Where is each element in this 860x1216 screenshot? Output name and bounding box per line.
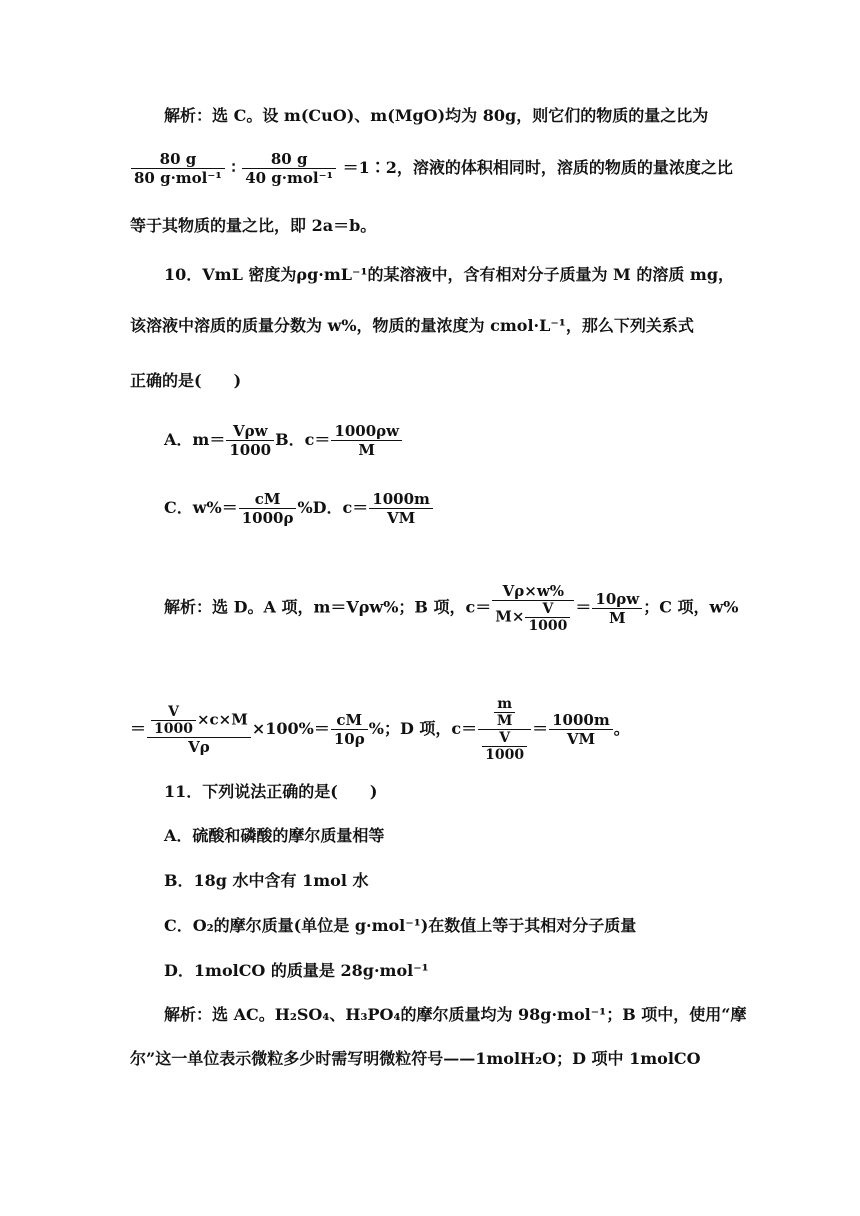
- solution9-line2: $\frac{80 g}{\text{80 g·mol⁻¹}}$ ∶ $\frac{80 g}{\text{40 g·mol⁻¹}}$ ＝1∶2，溶液的体积相同时，溶质的物质的量浓度之比: [130, 150, 733, 187]
- fraction: $\frac{1000m}{VM}$: [549, 711, 613, 748]
- question10-options-ab: A．m＝ $\frac{\text{Vρw}}{1000}$ B．c＝ $\frac{1000\rho w}{M}$: [164, 422, 403, 459]
- solution11-line2: 尔”这一单位表示微粒多少时需写明微粒符号——1molH₂O；D 项中 1molCO: [130, 1049, 701, 1068]
- solution9-line3: 等于其物质的量之比，即 2a＝b。: [130, 216, 377, 235]
- question10-options-cd: C．w%＝ $\frac{cM}{1000\rho}$ %D．c＝ $\frac{1000m}{VM}$: [164, 490, 434, 527]
- question10-line3: 正确的是( ): [130, 371, 242, 390]
- fraction: $\frac{V}{1000}$ ×c×M Vρ: [147, 704, 251, 756]
- fraction: $\frac{V}{1000}$: [525, 601, 570, 634]
- fraction: $\frac{V}{1000}$: [151, 704, 196, 737]
- question10-line1: 10．VmL 密度为ρg·mL⁻¹的某溶液中，含有相对分子质量为 M 的溶质 mg，: [164, 265, 735, 284]
- fraction: [478, 696, 531, 763]
- fraction: $\frac{\text{Vρw}}{1000}$: [226, 422, 274, 459]
- fraction: $\frac{10\rho w}{M}$: [592, 590, 642, 627]
- question10-line2: 该溶液中溶质的质量分数为 w%，物质的量浓度为 cmol·L⁻¹，那么下列关系式: [130, 316, 694, 335]
- fraction: $\frac{80 g}{\text{80 g·mol⁻¹}}$: [131, 150, 225, 187]
- fraction: $\frac{V}{1000}$: [482, 730, 527, 763]
- question11-option-a: A．硫酸和磷酸的摩尔质量相等: [164, 826, 385, 845]
- solution-label: 解析：: [164, 1005, 213, 1024]
- solution-label: 解析：: [164, 106, 213, 125]
- fraction: $\frac{cM}{1000\rho}$: [239, 490, 297, 527]
- question11-option-c: C．O₂的摩尔质量(单位是 g·mol⁻¹)在数值上等于其相对分子质量: [164, 916, 637, 935]
- solution10-line2: ＝ $\frac{V}{1000}$ ×c×M Vρ ×100%＝ $\frac{cM}{10\rho}$ %；D 项，c＝ $\frac{\frac{m}{M}}{\frac{V}{1000}}$ ＝ $\frac{1000m}{VM}$ 。: [130, 696, 630, 763]
- solution11-line1: 解析：选 AC。H₂SO₄、H₃PO₄的摩尔质量均为 98g·mol⁻¹；B 项中，使用“摩: [164, 1005, 747, 1024]
- solution10-line1: 解析：选 D。A 项，m＝Vρw%；B 项，c＝ Vρ×w% M× $\frac{V}{1000}$ ＝ $\frac{10\rho w}{M}$ ；C 项，w%: [164, 582, 739, 634]
- solution-label: 解析：: [164, 597, 213, 617]
- fraction: $\frac{cM}{10\rho}$: [331, 711, 368, 748]
- fraction: $\frac{1000\rho w}{M}$: [331, 422, 402, 459]
- fraction: $\frac{1000m}{VM}$: [369, 490, 433, 527]
- question11-stem: 11．下列说法正确的是( ): [164, 782, 378, 801]
- fraction: $\frac{80 g}{\text{40 g·mol⁻¹}}$: [242, 150, 336, 187]
- fraction: $\frac{m}{M}$: [494, 696, 516, 729]
- solution9-line1: 解析：选 C。设 m(CuO)、m(MgO)均为 80g，则它们的物质的量之比为: [164, 106, 709, 125]
- fraction: Vρ×w% M× $\frac{V}{1000}$: [492, 582, 574, 634]
- question11-option-b: B．18g 水中含有 1mol 水: [164, 871, 369, 890]
- question11-option-d: D．1molCO 的质量是 28g·mol⁻¹: [164, 961, 429, 980]
